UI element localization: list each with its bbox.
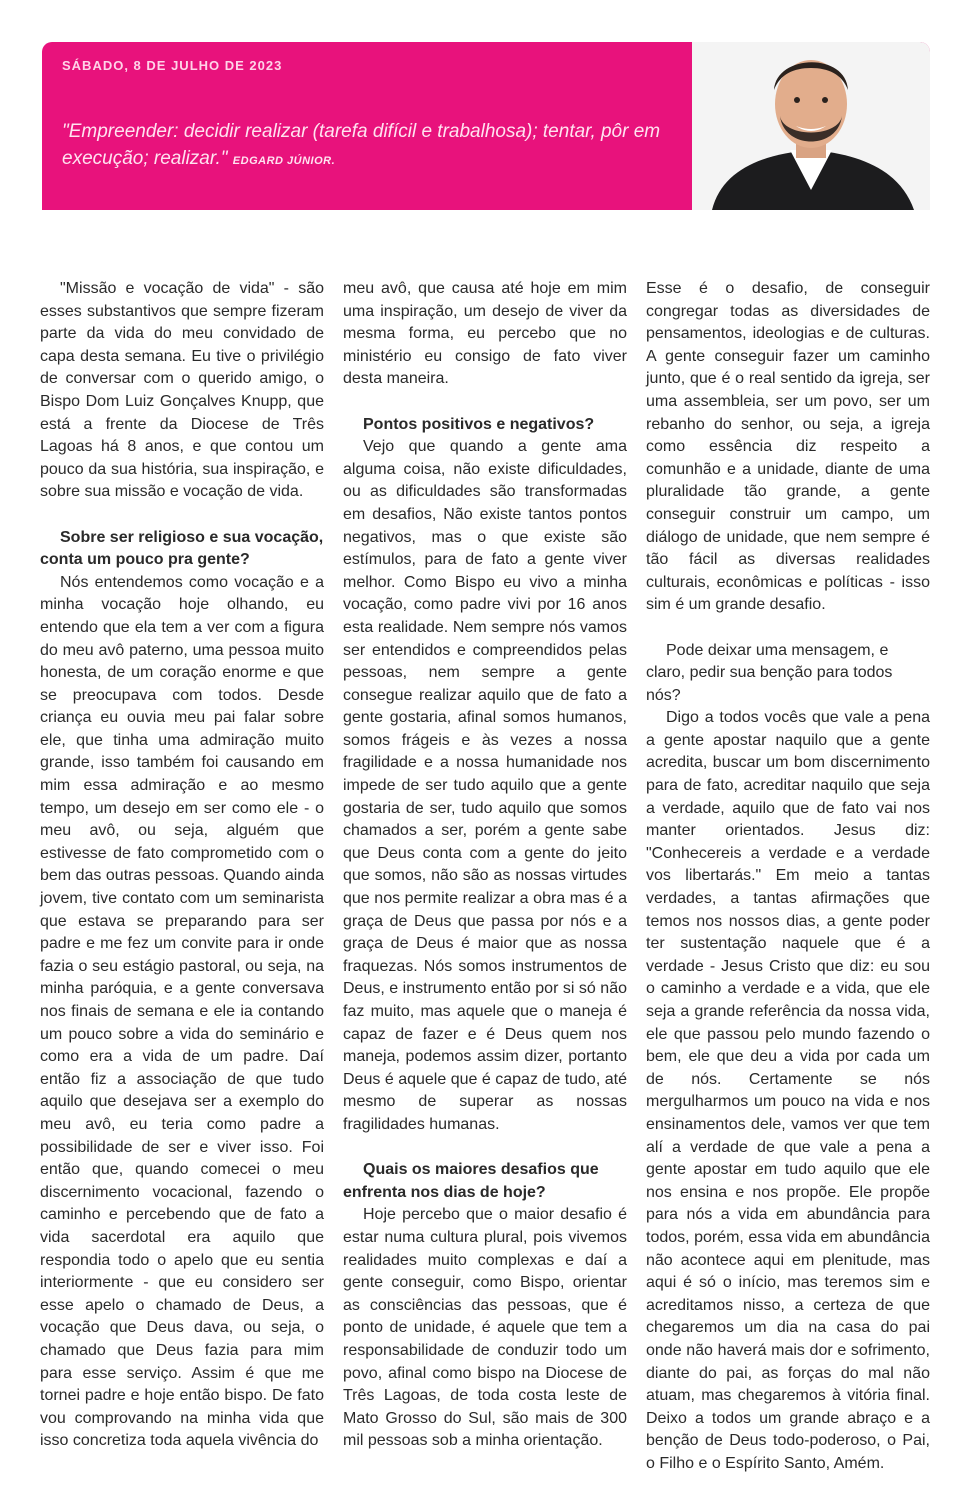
quote-author: EDGARD JÚNIOR. <box>232 155 336 167</box>
question-heading: Quais os maiores desafios que enfrenta nos dias de hoje? <box>343 1161 599 1201</box>
columnist-portrait-icon <box>692 42 930 210</box>
header-banner <box>42 42 930 210</box>
intro-paragraph: "Missão e vocação de vida" - são esses substantivos que sempre fizeram parte da vida do meu convidado de capa desta semana. Eu tive o privilégio de conversar com o querido amigo, o Bispo Dom Luiz Gonçalves Knupp, que está a frente da Diocese de Três Lagoas há 8 anos, e que contou um pouco da sua história, sua inspiração, e sobre sua missão e vocação de vida. <box>40 280 324 501</box>
answer-continuation-spacer: Esse é o desafio, de conseguir congregar todas as diversidades de pensamentos, ideologias e de culturas. A gente conseguir fazer um caminho junto, que é o real sentido da igreja, ser uma assembleia, ser um povo, ser um rebanho do senhor, ou seja, a igreja como essência diz respeito a comunhão e a unidade, diante de uma pluralidade tão grande, a gente conseguir construir um campo, um diálogo de unidade, que nem sempre é tão fácil as diversas realidades culturais, econômicas e políticas - isso sim é um grande desafio. <box>646 280 930 614</box>
answer-continuation-spacer: meu avô, que causa até hoje em mim uma inspiração, um desejo de viver da mesma forma, eu percebo que no ministério eu consigo de fato viver desta maneira. <box>343 280 627 388</box>
epigraph-quote <box>62 118 662 175</box>
article-column-3 <box>646 278 930 1475</box>
answer-paragraph: Nós entendemos como vocação e a minha vocação hoje olhando, eu entendo que ela tem a ver com a figura do meu avô paterno, uma pessoa muito honesta, de um coração enorme e que se preocupava com todos. Desde criança eu ouvia meu pai falar sobre ele, que tinha uma admiração muito grande, isso também foi causando em mim essa admiração e ao mesmo tempo, um desejo em ser como ele - o meu avô, ou seja, alguém que estivesse de fato comprometido com o bem das outras pessoas. Quando ainda jovem, tive contato com um seminarista que estava se preparando para ser padre e me fez um convite para ir onde fazia o seu estágio pastoral, ou seja, na minha paróquia, e a gente conversava nos finais de semana e ele ia contando um pouco sobre a vida do seminário e como era a vida de um padre. Daí então fiz a associação de que tudo aquilo que desejava ser a exemplo do meu avô, eu teria como padre a possibilidade de ser e viver isso. Foi então que, quando comecei o meu discernimento vocacional, fazendo o caminho e percebendo que de fato a vida sacerdotal era aquilo que respondia todo o apelo que eu sentia interiormente - que eu considero ser esse apelo o chamado de Deus, a vocação que Deus dava, ou seja, o chamado que Deus fazia para mim para esse serviço. Assim é que me tornei padre e hoje então bispo. De fato vou comprovando na minha vida que isso concretiza toda aquela vivência do <box>40 573 324 1450</box>
quote-text: "Empreender: decidir realizar (tarefa difícil e trabalhosa); tentar, pôr em execução; realizar." <box>62 121 661 169</box>
question-heading: Pontos positivos e negativos? <box>363 415 595 433</box>
question-heading: Pode deixar uma mensagem, e claro, pedir sua benção para todos nós? <box>646 641 893 704</box>
answer-paragraph: Vejo que quando a gente ama alguma coisa, não existe dificuldades, ou as dificuldades são transformadas em desafios, Não existe tantos pontos negativos, mas o que existe são estímulos, para de fato a gente viver melhor. Como Bispo eu vivo a minha vocação, como padre vivi por 16 anos esta realidade. Nem sempre nós vamos ser entendidos e compreendidos pelas pessoas, nem sempre a gente consegue realizar aquilo que de fato a gente gostaria, afinal somos humanos, somos frágeis e às vezes a nossa fragilidade e a nossa humanidade nos impede de ser tudo aquilo que a gente gostaria de ser, tudo aquilo que somos chamados a ser, porém a gente sabe que Deus conta com a gente do jeito que somos, não são as nossas virtudes que nos permite realizar a obra mas é a graça de Deus que passa por nós e a graça de Deus é maior que as nossa fraquezas. Nós somos instrumentos de Deus, e instrumento então por si só não faz muito, mas aquele que o maneja é capaz de fazer e é Deus quem nos maneja, podemos assim dizer, portanto Deus é aquele que é capaz de tudo, até mesmo de superar as nossas fragilidades humanas. <box>343 438 627 1133</box>
publication-date: SÁBADO, 8 DE JULHO DE 2023 <box>62 58 283 73</box>
article-column-2 <box>343 278 627 1453</box>
answer-paragraph: Digo a todos vocês que vale a pena a gente apostar naquilo que a gente acredita, buscar um bom discernimento para de fato, acreditar naquilo que seja a verdade, aquilo que de fato vai nos manter orientados. Jesus diz: "Conhecereis a verdade e a verdade vos libertarás." Em meio a tantas verdades, a tantas afirmações que temos nos nossos dias, a gente poder ter sustentação naquele que é a verdade - Jesus Cristo que diz: eu sou o caminho a verdade e a vida, que ele seja a grande referência da nossa vida, ele que passou pelo mundo fazendo o bem, ele que deu a vida por cada um de nós. Certamente se nós mergulharmos um pouco na vida e nos ensinamentos dele, vamos ver que tem alí a verdade de que vale a pena a gente apostar em tudo aquilo que ele nos ensina e nos propõe. Ele propõe para nós a vida em abundância para todos, porém, essa vida em abundância não acontece aqui em plenitude, mas aqui é só o início, mas teremos sim e acreditamos nisso, a certeza de que chegaremos um dia na casa do pai onde não haverá mais dor e sofrimento, diante do pai, as forças do mal não atuam, mas chegaremos à vitória final. Deixo a todos um grande abraço e a benção de Deus todo-poderoso, o Pai, o Filho e o Espírito Santo, Amém. <box>646 709 930 1472</box>
question-heading: Sobre ser religioso e sua vocação, conta um pouco pra gente? <box>40 528 324 569</box>
article-column-1 <box>40 278 324 1453</box>
answer-paragraph: Hoje percebo que o maior desafio é estar numa cultura plural, pois vivemos realidades muito complexas e daí a gente conseguir, como Bispo, orientar as consciências das pessoas, que é ponto de unidade, é aquele que tem a responsabilidade de conduzir todo um povo, afinal como bispo na Diocese de Três Lagoas, de toda costa leste de Mato Grosso do Sul, são mais de 300 mil pessoas sob a minha orientação. <box>343 1206 627 1450</box>
